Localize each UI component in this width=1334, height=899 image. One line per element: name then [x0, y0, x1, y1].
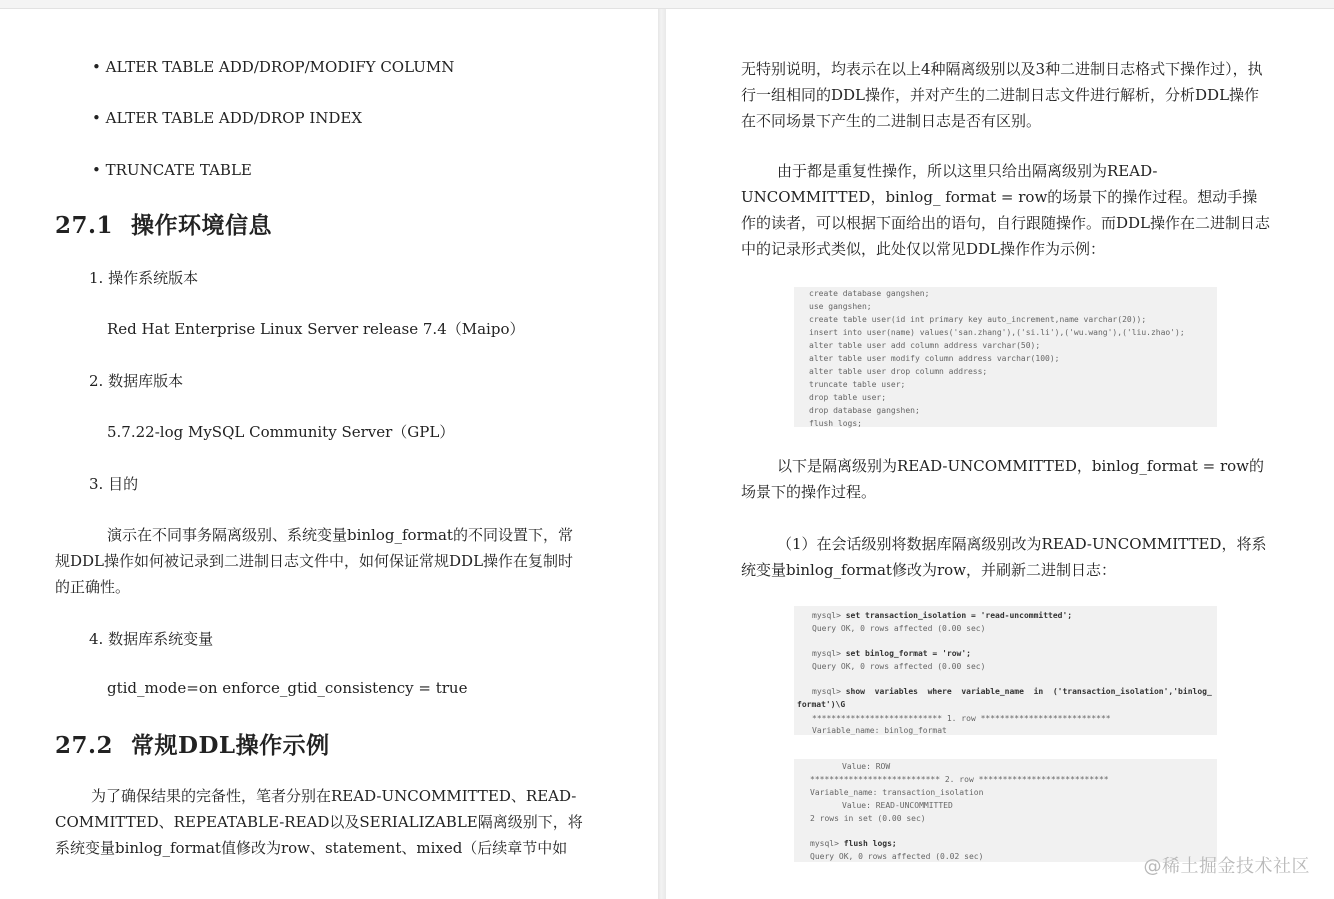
item-label-db: 2. 数据库版本 [89, 372, 184, 390]
section-heading-27-2 [55, 727, 330, 760]
section-heading-27-1 [55, 207, 272, 240]
code-line: drop database gangshen; [809, 406, 920, 415]
code-line: create table user(id int primary key auto_increment,name varchar(20)); [809, 315, 1147, 324]
page-gutter [658, 9, 666, 899]
code-line: mysql> set transaction_isolation = 'read-uncommitted'; [812, 611, 1073, 620]
code-line: *************************** 2. row *************************** [810, 775, 1109, 784]
code-line: Query OK, 0 rows affected (0.00 sec) [812, 662, 986, 671]
section-title: 操作环境信息 [131, 212, 272, 239]
item-value-vars: gtid_mode=on enforce_gtid_consistency = true [107, 679, 468, 697]
item-label-purpose: 3. 目的 [89, 475, 139, 493]
watermark: @稀土掘金技术社区 [1143, 856, 1310, 877]
purpose-paragraph: 演示在不同事务隔离级别、系统变量binlog_format的不同设置下，常规DDL操作如何被记录到二进制日志文件中，如何保证常规DDL操作在复制时的正确性。 [55, 526, 574, 596]
code-line: alter table user modify column address varchar(100); [809, 354, 1060, 363]
section2-paragraph: 为了确保结果的完备性，笔者分别在READ-UNCOMMITTED、READ-COMMITTED、REPEATABLE-READ以及SERIALIZABLE隔离级别下，将系统变量binlog_format值修改为row、statement、mixed（后续章节中如 [55, 787, 583, 857]
code-line: alter table user add column address varchar(50); [809, 341, 1041, 350]
right-paragraph-4: （1）在会话级别将数据库隔离级别改为READ-UNCOMMITTED，将系统变量binlog_format修改为row，并刷新二进制日志： [741, 535, 1267, 579]
code-line: Value: READ-UNCOMMITTED [842, 801, 953, 810]
code-line: mysql> set binlog_format = 'row'; [812, 649, 971, 658]
item-value-os: Red Hat Enterprise Linux Server release 7.4（Maipo） [107, 320, 525, 338]
code-line: format')\G [797, 700, 846, 709]
code-line: Variable_name: binlog_format [812, 726, 947, 735]
page-left [0, 9, 658, 899]
code-line: Query OK, 0 rows affected (0.00 sec) [812, 624, 986, 633]
right-paragraph-1: 无特别说明，均表示在以上4种隔离级别以及3种二进制日志格式下操作过），执行一组相同的DDL操作，并对产生的二进制日志文件进行解析，分析DDL操作在不同场景下产生的二进制日志是否有区别。 [741, 60, 1263, 130]
section-number: 27.2 [55, 732, 114, 759]
item-label-os: 1. 操作系统版本 [89, 269, 199, 287]
code-line: insert into user(name) values('san.zhang'),('si.li'),('wu.wang'),('liu.zhao'); [809, 328, 1185, 337]
code-block-session [794, 606, 1217, 735]
section-number: 27.1 [55, 212, 114, 239]
code-line: create database gangshen; [809, 289, 930, 298]
code-line: use gangshen; [809, 302, 872, 311]
item-label-vars: 4. 数据库系统变量 [89, 630, 214, 648]
code-line: Value: ROW [842, 762, 891, 771]
right-paragraph-2: 由于都是重复性操作，所以这里只给出隔离级别为READ-UNCOMMITTED，binlog_ format = row的场景下的操作过程。想动手操作的读者，可以根据下面给出的语句，自行跟随操作。而DDL操作在二进制日志中的记录形式类似，此处仅以常见DDL操作作为示例： [741, 162, 1271, 258]
code-line: Query OK, 0 rows affected (0.02 sec) [810, 852, 984, 861]
code-line: mysql> show variables where variable_name in ('transaction_isolation','binlog_ [812, 687, 1212, 696]
code-line: *************************** 1. row *************************** [812, 714, 1111, 723]
code-line: alter table user drop column address; [809, 367, 988, 376]
list-item: • TRUNCATE TABLE [92, 161, 252, 179]
code-line: 2 rows in set (0.00 sec) [810, 814, 926, 823]
code-line: truncate table user; [809, 380, 906, 389]
code-line: drop table user; [809, 393, 887, 402]
section-title: 常规DDL操作示例 [131, 732, 330, 759]
code-block-ddl [794, 287, 1217, 427]
code-block-result [794, 759, 1217, 862]
list-item: • ALTER TABLE ADD/DROP/MODIFY COLUMN [92, 58, 455, 76]
code-line: Variable_name: transaction_isolation [810, 788, 984, 797]
list-item: • ALTER TABLE ADD/DROP INDEX [92, 109, 363, 127]
code-line: flush logs; [809, 419, 862, 428]
item-value-db: 5.7.22-log MySQL Community Server（GPL） [107, 423, 455, 441]
code-line: mysql> flush logs; [810, 839, 897, 848]
right-paragraph-3: 以下是隔离级别为READ-UNCOMMITTED，binlog_format = row的场景下的操作过程。 [741, 457, 1264, 501]
viewer-top-bar [0, 0, 1334, 9]
